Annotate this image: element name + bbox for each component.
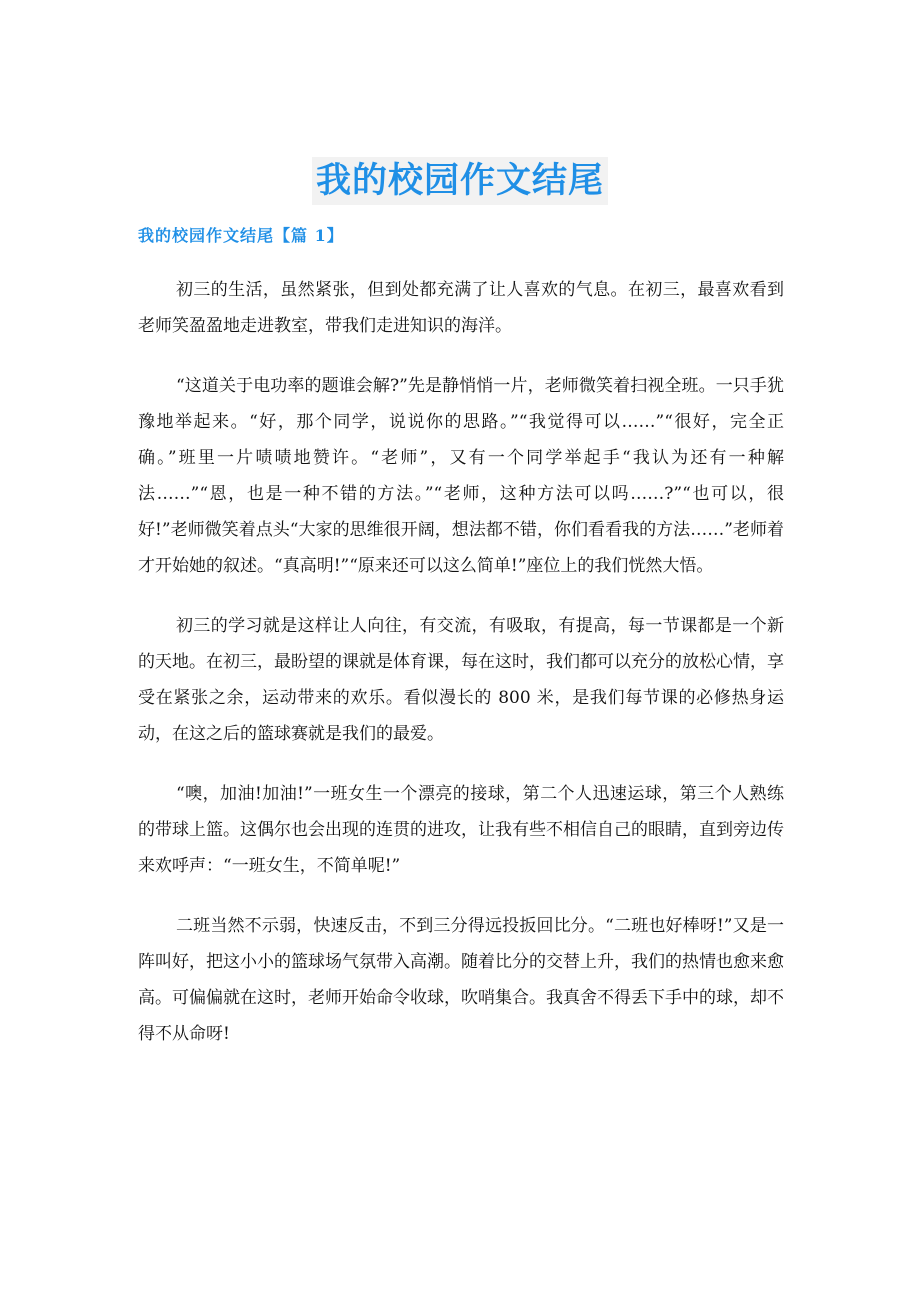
title-wrapper [0,134,920,229]
section-heading: 我的校园作文结尾【篇 1】 [138,226,344,245]
paragraph-1: 初三的生活，虽然紧张，但到处都充满了让人喜欢的气息。在初三，最喜欢看到老师笑盈盈地走进教室，带我们走进知识的海洋。 [138,280,784,336]
paragraph-5: 二班当然不示弱，快速反击，不到三分得远投扳回比分。“二班也好棒呀!”又是一阵叫好，把这小小的篮球场气氛带入高潮。随着比分的交替上升，我们的热情也愈来愈高。可偏偏就在这时，老师开始命令收球，吹哨集合。我真舍不得丢下手中的球，却不得不从命呀! [138,916,784,1044]
paragraph-4: “噢，加油!加油!”一班女生一个漂亮的接球，第二个人迅速运球，第三个人熟练的带球上篮。这偶尔也会出现的连贯的进攻，让我有些不相信自己的眼睛，直到旁边传来欢呼声：“一班女生，不简单呢!” [138,784,784,876]
page-title: 我的校园作文结尾 [312,157,608,205]
paragraph-2: “这道关于电功率的题谁会解?”先是静悄悄一片，老师微笑着扫视全班。一只手犹豫地举起来。“好，那个同学，说说你的思路。”“我觉得可以……”“很好，完全正确。”班里一片啧啧地赞许。“老师”，又有一个同学举起手“我认为还有一种解法……”“恩，也是一种不错的方法。”“老师，这种方法可以吗……?”“也可以，很好!”老师微笑着点头“大家的思维很开阔，想法都不错，你们看看我的方法……”老师着才开始她的叙述。“真高明!”“原来还可以这么简单!”座位上的我们恍然大悟。 [138,376,785,576]
article-body [138,272,784,1076]
paragraph-3: 初三的学习就是这样让人向往，有交流，有吸取，有提高，每一节课都是一个新的天地。在初三，最盼望的课就是体育课，每在这时，我们都可以充分的放松心情，享受在紧张之余，运动带来的欢乐。看似漫长的 800 米，是我们每节课的必修热身运动，在这之后的篮球赛就是我们的最爱。 [138,616,784,744]
